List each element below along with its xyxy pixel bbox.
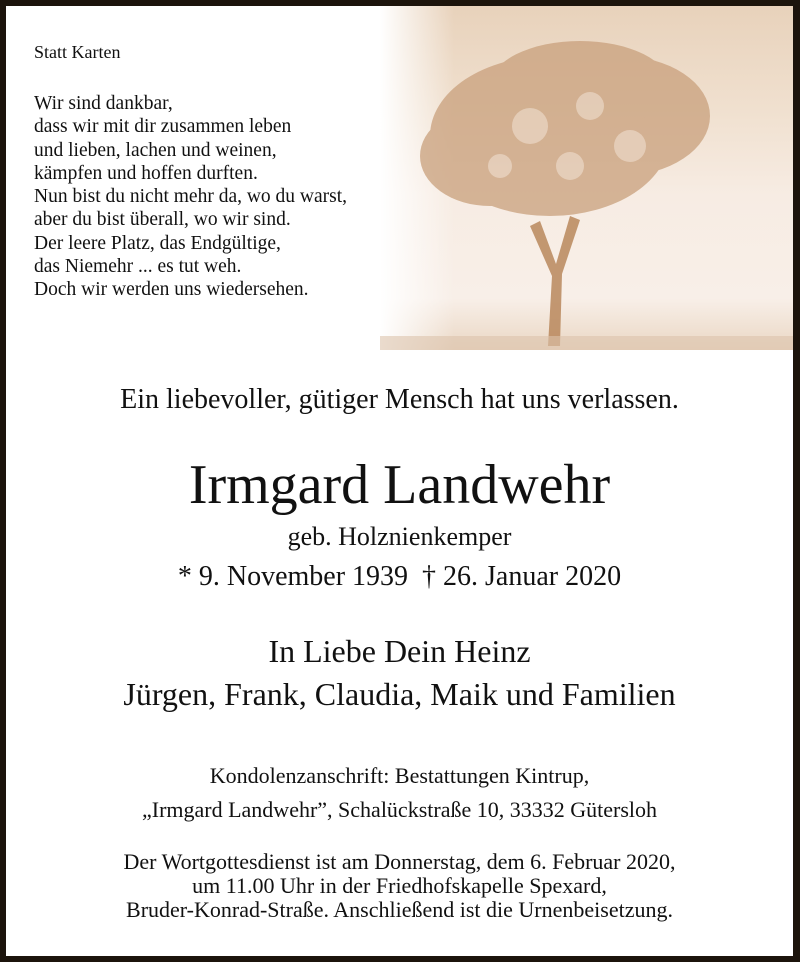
poem-line: und lieben, lachen und weinen, — [34, 139, 277, 161]
obituary-card — [6, 6, 793, 956]
poem-line: kämpfen und hoffen durften. — [34, 162, 258, 184]
poem-line: Doch wir werden uns wiedersehen. — [34, 279, 309, 301]
header-text: Statt Karten — [34, 42, 121, 62]
life-dates: * 9. November 1939 † 26. Januar 2020 — [177, 561, 622, 592]
service-line: Bruder-Konrad-Straße. Anschließend ist die Urnenbeisetzung. — [126, 897, 673, 922]
poem-line: Wir sind dankbar, — [34, 93, 173, 114]
condolence-line: „Irmgard Landwehr”, Schalückstraße 10, 33332 Gütersloh — [141, 797, 657, 822]
intro-text: Ein liebevoller, gütiger Mensch hat uns verlassen. — [120, 384, 679, 415]
poem-line: Nun bist du nicht mehr da, wo du warst, — [34, 186, 348, 208]
condolence-line: Kondolenzanschrift: Bestattungen Kintrup, — [209, 763, 590, 788]
deceased-name: Irmgard Landwehr — [188, 454, 611, 516]
mourner-line: Jürgen, Frank, Claudia, Maik und Familien — [123, 676, 676, 712]
service-line: Der Wortgottesdienst ist am Donnerstag, dem 6. Februar 2020, — [123, 849, 676, 874]
birth-name: geb. Holznienkemper — [287, 522, 512, 551]
poem-line: das Niemehr ... es tut weh. — [34, 256, 242, 278]
poem-line: dass wir mit dir zusammen leben — [34, 116, 292, 138]
tree-image — [380, 6, 793, 350]
mourner-line: In Liebe Dein Heinz — [268, 633, 531, 669]
tree-icon — [380, 6, 793, 350]
poem-line: aber du bist überall, wo wir sind. — [34, 209, 291, 231]
poem-line: Der leere Platz, das Endgültige, — [34, 232, 281, 254]
poem — [34, 92, 347, 302]
service-line: um 11.00 Uhr in der Friedhofskapelle Spexard, — [192, 873, 607, 898]
